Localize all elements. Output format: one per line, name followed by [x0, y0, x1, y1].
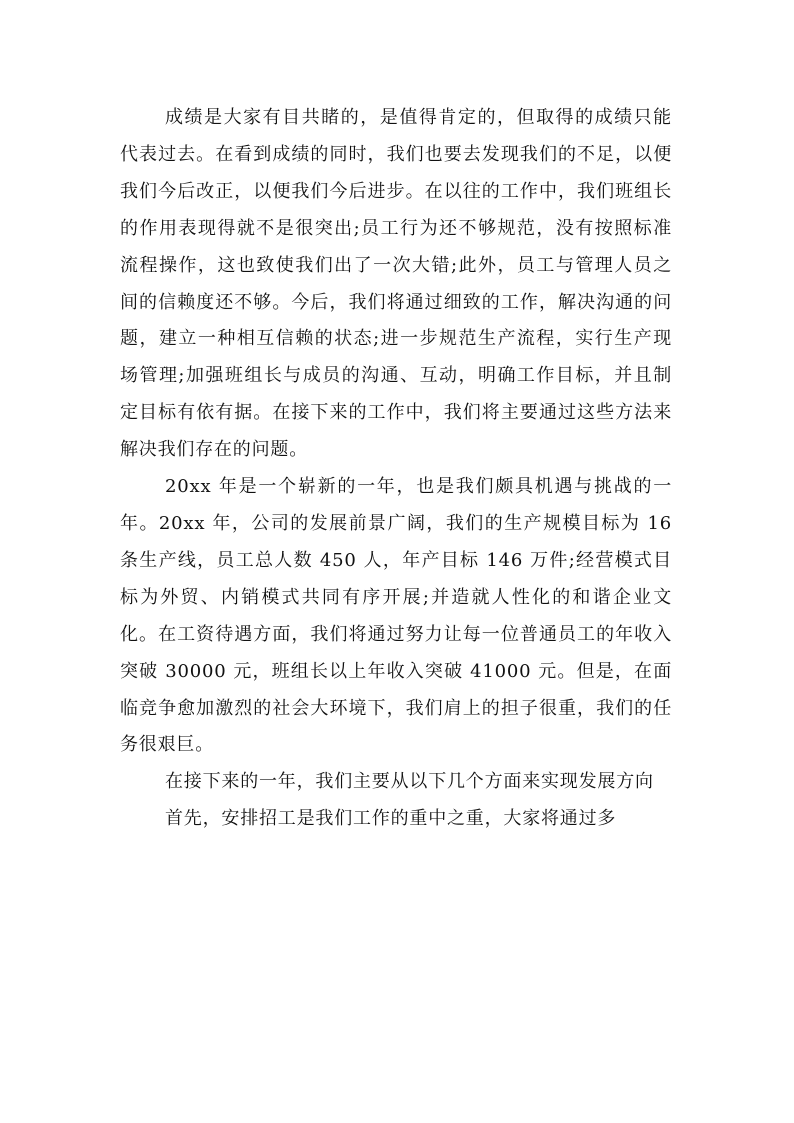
paragraph-3: 在接下来的一年，我们主要从以下几个方面来实现发展方向: [165, 771, 654, 793]
paragraph-4: 首先，安排招工是我们工作的重中之重，大家将通过多: [165, 808, 617, 830]
document-body: [120, 100, 672, 838]
paragraph-2: 20xx 年是一个崭新的一年，也是我们颇具机遇与挑战的一年。20xx 年，公司的发展前景广阔，我们的生产规模目标为 16 条生产线，员工总人数 450 人，年产目标 146 万件;经营模式目标为外贸、内销模式共同有序开展;并造就人性化的和谐企业文化。在工资待遇方面，我们将通过努力让每一位普通员工的年收入突破 30000 元，班组长以上年收入突破 41000 元。但是，在面临竞争愈加激烈的社会大环境下，我们肩上的担子很重，我们的任务很艰巨。: [120, 476, 672, 756]
paragraph-1: 成绩是大家有目共睹的，是值得肯定的，但取得的成绩只能代表过去。在看到成绩的同时，我们也要去发现我们的不足，以便我们今后改正，以便我们今后进步。在以往的工作中，我们班组长的作用表现得就不是很突出;员工行为还不够规范，没有按照标准流程操作，这也致使我们出了一次大错;此外，员工与管理人员之间的信赖度还不够。今后，我们将通过细致的工作，解决沟通的问题，建立一种相互信赖的状态;进一步规范生产流程，实行生产现场管理;加强班组长与成员的沟通、互动，明确工作目标，并且制定目标有依有据。在接下来的工作中，我们将主要通过这些方法来解决我们存在的问题。: [120, 107, 672, 461]
